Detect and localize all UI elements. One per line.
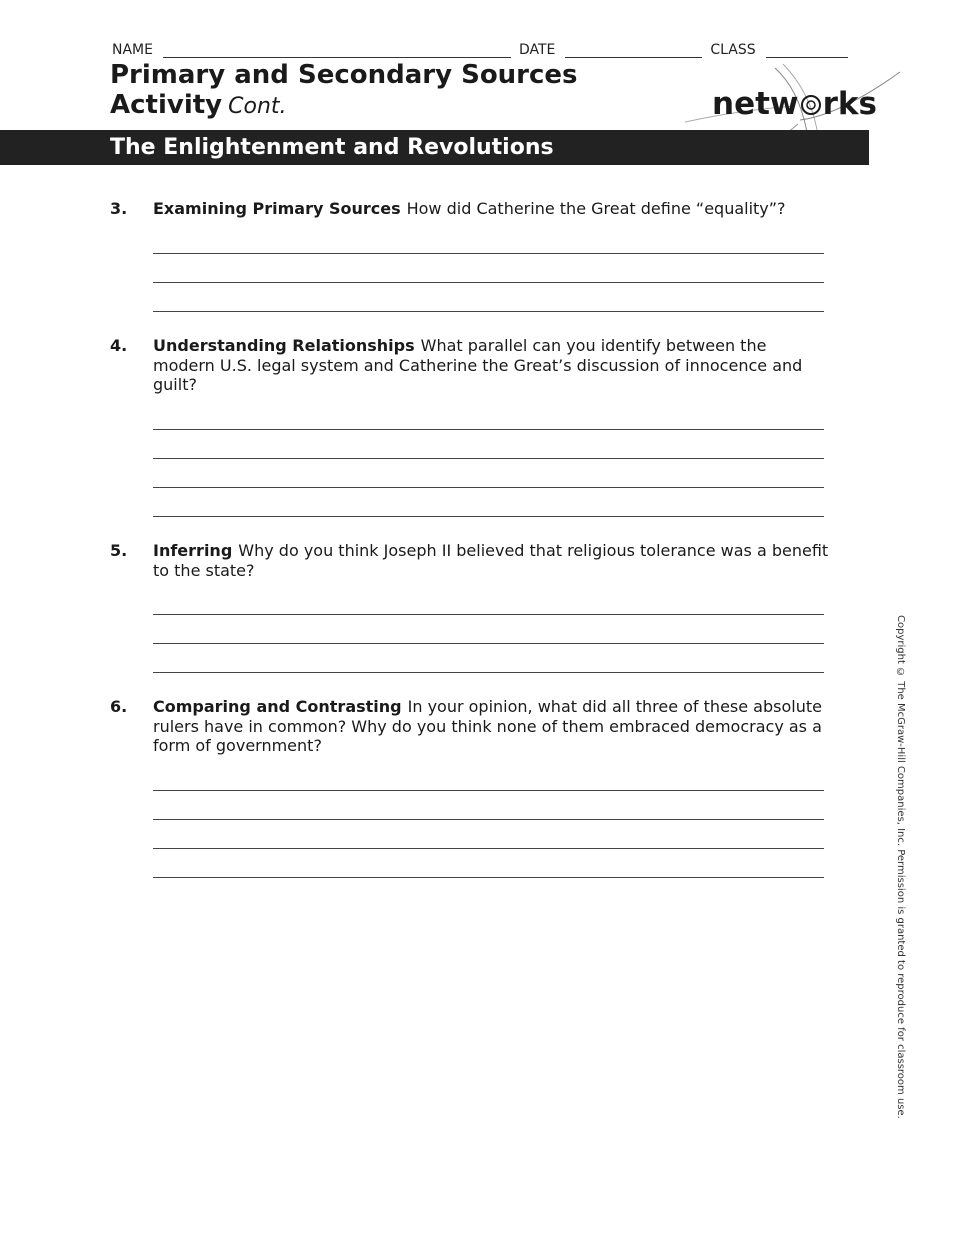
question-skill: Inferring bbox=[153, 541, 233, 560]
answer-line[interactable] bbox=[153, 458, 824, 459]
networks-logo bbox=[712, 86, 877, 122]
subtitle-cont: Cont. bbox=[228, 94, 287, 119]
page-title: Primary and Secondary Sources bbox=[110, 60, 578, 90]
question-text: Why do you think Joseph II believed that religious tolerance was a benefit to the state? bbox=[153, 541, 829, 580]
question-3 bbox=[110, 199, 830, 219]
answer-line[interactable] bbox=[153, 877, 824, 878]
answer-line[interactable] bbox=[153, 790, 824, 791]
subtitle-main: Activity bbox=[110, 90, 223, 120]
question-skill: Understanding Relationships bbox=[153, 336, 415, 355]
answer-line[interactable] bbox=[153, 487, 824, 488]
answer-line[interactable] bbox=[153, 614, 824, 615]
question-number: 6. bbox=[110, 697, 128, 716]
question-number: 3. bbox=[110, 199, 128, 218]
logo-o-icon bbox=[800, 94, 822, 116]
name-field[interactable] bbox=[163, 43, 511, 58]
logo-text-end: rks bbox=[822, 86, 877, 122]
class-label: CLASS bbox=[710, 42, 756, 58]
question-text: What parallel can you identify between the modern U.S. legal system and Catherine the Great’s discussion of innocence and guilt? bbox=[153, 336, 803, 394]
question-4 bbox=[110, 336, 830, 395]
question-skill: Examining Primary Sources bbox=[153, 199, 401, 218]
header-fields bbox=[112, 42, 872, 58]
answer-line[interactable] bbox=[153, 429, 824, 430]
copyright-notice: Copyright © The McGraw-Hill Companies, Inc. Permission is granted to reproduce for classroom use. bbox=[895, 615, 906, 1119]
logo-text-start: netw bbox=[712, 86, 799, 122]
answer-line[interactable] bbox=[153, 819, 824, 820]
question-5 bbox=[110, 541, 830, 580]
answer-line[interactable] bbox=[153, 311, 824, 312]
question-text: In your opinion, what did all three of these absolute rulers have in common? Why do you think none of them embraced democracy as a form of government? bbox=[153, 697, 822, 755]
answer-line[interactable] bbox=[153, 516, 824, 517]
answer-line[interactable] bbox=[153, 848, 824, 849]
answer-line[interactable] bbox=[153, 643, 824, 644]
question-6 bbox=[110, 697, 830, 756]
question-number: 5. bbox=[110, 541, 128, 560]
question-skill: Comparing and Contrasting bbox=[153, 697, 402, 716]
answer-line[interactable] bbox=[153, 672, 824, 673]
answer-line[interactable] bbox=[153, 282, 824, 283]
date-field[interactable] bbox=[565, 43, 702, 58]
name-label: NAME bbox=[112, 42, 153, 58]
section-banner-title: The Enlightenment and Revolutions bbox=[110, 135, 554, 160]
date-label: DATE bbox=[518, 42, 556, 58]
page-subtitle bbox=[110, 90, 287, 122]
class-field[interactable] bbox=[766, 43, 848, 58]
question-text: How did Catherine the Great define “equality”? bbox=[406, 199, 786, 218]
answer-line[interactable] bbox=[153, 253, 824, 254]
question-number: 4. bbox=[110, 336, 128, 355]
